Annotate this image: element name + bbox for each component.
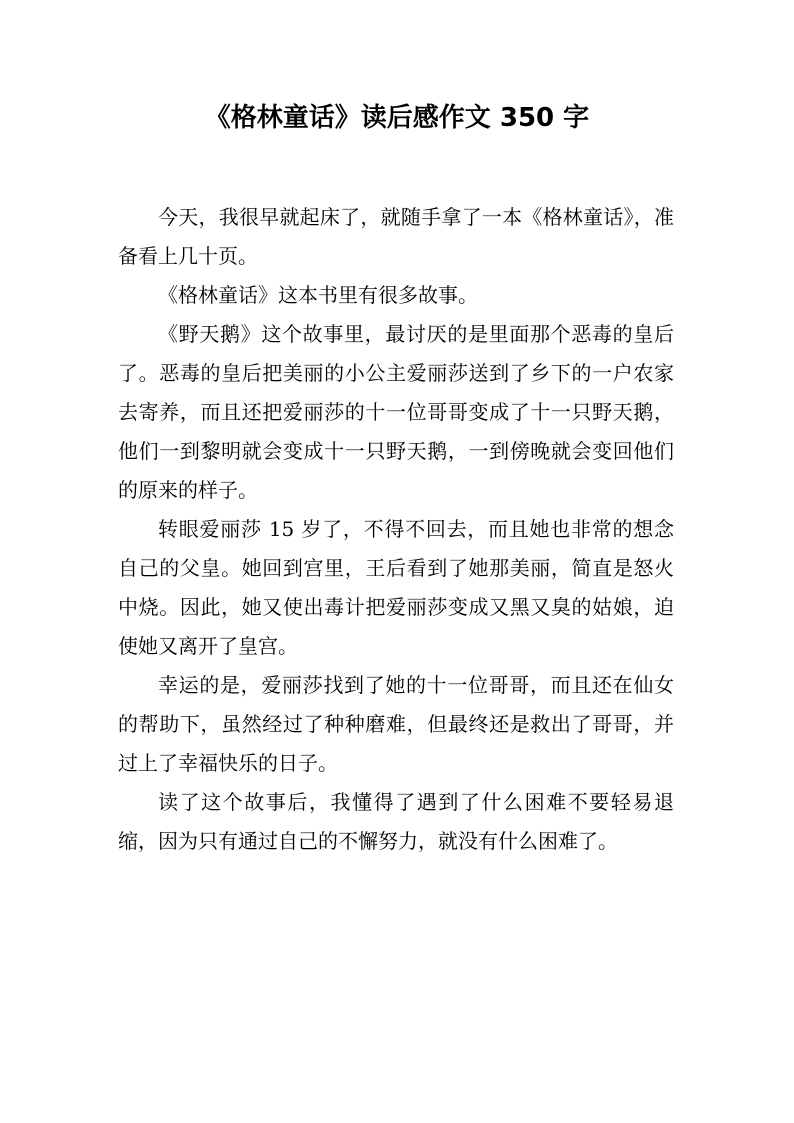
paragraph-1: 今天，我很早就起床了，就随手拿了一本《格林童话》，准备看上几十页。 [118, 205, 674, 268]
paragraph-5: 幸运的是，爱丽莎找到了她的十一位哥哥，而且还在仙女的帮助下，虽然经过了种种磨难，但最终还是救出了哥哥，并过上了幸福快乐的日子。 [118, 673, 674, 775]
paragraph-4: 转眼爱丽莎 15 岁了，不得不回去，而且她也非常的想念自己的父皇。她回到宫里，王后看到了她那美丽，简直是怒火中烧。因此，她又使出毒计把爱丽莎变成又黑又臭的姑娘，迫使她又离开了皇宫。 [118, 517, 674, 658]
paragraph-6: 读了这个故事后，我懂得了遇到了什么困难不要轻易退缩，因为只有通过自己的不懈努力，就没有什么困难了。 [118, 790, 674, 853]
document-title: 《格林童话》读后感作文 350 字 [204, 103, 590, 133]
paragraph-3: 《野天鹅》这个故事里，最讨厌的是里面那个恶毒的皇后了。恶毒的皇后把美丽的小公主爱丽莎送到了乡下的一户农家去寄养，而且还把爱丽莎的十一位哥哥变成了十一只野天鹅，他们一到黎明就会变成十一只野天鹅，一到傍晚就会变回他们的原来的样子。 [118, 322, 674, 502]
document-body [118, 198, 674, 861]
paragraph-2: 《格林童话》这本书里有很多故事。 [158, 283, 478, 307]
